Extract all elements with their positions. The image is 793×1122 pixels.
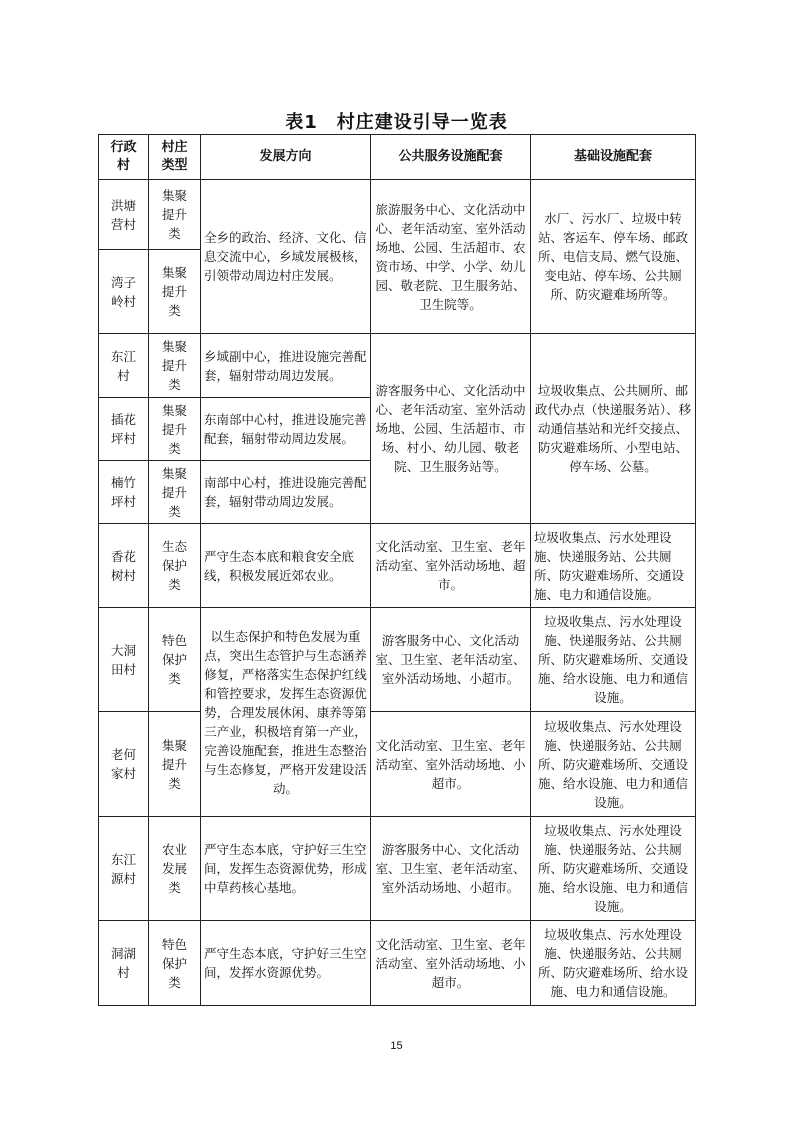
- table-row: [99, 334, 696, 398]
- village-name: 楠竹坪村: [99, 461, 149, 524]
- village-name: 东江村: [99, 334, 149, 398]
- table-row: [99, 921, 696, 1006]
- village-type: 集聚提升类: [149, 250, 201, 334]
- public-service-facilities: 游客服务中心、文化活动室、卫生室、老年活动室、室外活动场地、小超市。: [371, 817, 531, 921]
- development-direction: 南部中心村，推进设施完善配套，辐射带动周边发展。: [201, 461, 371, 524]
- village-type: 特色保护类: [149, 608, 201, 712]
- header-public-services: 公共服务设施配套: [371, 135, 531, 180]
- village-name: 湾子岭村: [99, 250, 149, 334]
- infrastructure-facilities: 垃圾收集点、污水处理设施、快递服务站、公共厕所、防灾避难场所、给水设施、电力和通信设施。: [531, 921, 696, 1006]
- village-type: 特色保护类: [149, 921, 201, 1006]
- table-title: 表1 村庄建设引导一览表: [285, 112, 508, 133]
- infrastructure-facilities: 垃圾收集点、污水处理设施、快递服务站、公共厕所、防灾避难场所、交通设施、电力和通信设施。: [531, 524, 696, 608]
- village-name: 大洞田村: [99, 608, 149, 712]
- development-direction: 全乡的政治、经济、文化、信息交流中心，乡域发展极核，引领带动周边村庄发展。: [201, 180, 371, 334]
- village-type: 集聚提升类: [149, 334, 201, 398]
- table-row: [99, 817, 696, 921]
- development-direction: 严守生态本底和粮食安全底线，积极发展近郊农业。: [201, 524, 371, 608]
- table-row: [99, 712, 696, 817]
- village-type: 集聚提升类: [149, 180, 201, 250]
- public-service-facilities: 文化活动室、卫生室、老年活动室、室外活动场地、超市。: [371, 524, 531, 608]
- table-row: [99, 180, 696, 250]
- village-name: 洪塘营村: [99, 180, 149, 250]
- public-service-facilities: 游客服务中心、文化活动中心、老年活动室、室外活动场地、公园、生活超市、市场、村小、幼儿园、敬老院、卫生服务站等。: [371, 334, 531, 524]
- village-type: 集聚提升类: [149, 398, 201, 461]
- header-infrastructure: 基础设施配套: [531, 135, 696, 180]
- page-number: 15: [390, 1040, 403, 1052]
- infrastructure-facilities: 垃圾收集点、污水处理设施、快递服务站、公共厕所、防灾避难场所、交通设施、给水设施、电力和通信设施。: [531, 712, 696, 817]
- village-name: 洞湖村: [99, 921, 149, 1006]
- infrastructure-facilities: 水厂、污水厂、垃圾中转站、客运车、停车场、邮政所、电信支局、燃气设施、变电站、停车场、公共厕所、防灾避难场所等。: [531, 180, 696, 334]
- village-type: 农业发展类: [149, 817, 201, 921]
- infrastructure-facilities: 垃圾收集点、污水处理设施、快递服务站、公共厕所、防灾避难场所、交通设施、给水设施、电力和通信设施。: [531, 608, 696, 712]
- header-type: 村庄类型: [149, 135, 201, 180]
- development-direction: 东南部中心村，推进设施完善配套，辐射带动周边发展。: [201, 398, 371, 461]
- village-type: 集聚提升类: [149, 461, 201, 524]
- public-service-facilities: 游客服务中心、文化活动室、卫生室、老年活动室、室外活动场地、小超市。: [371, 608, 531, 712]
- development-direction: 严守生态本底，守护好三生空间，发挥水资源优势。: [201, 921, 371, 1006]
- village-type: 生态保护类: [149, 524, 201, 608]
- public-service-facilities: 旅游服务中心、文化活动中心、老年活动室、室外活动场地、公园、生活超市、农资市场、中学、小学、幼儿园、敬老院、卫生服务站、卫生院等。: [371, 180, 531, 334]
- village-name: 香花树村: [99, 524, 149, 608]
- header-direction: 发展方向: [201, 135, 371, 180]
- header-village: 行政村: [99, 135, 149, 180]
- table-row: [99, 608, 696, 712]
- public-service-facilities: 文化活动室、卫生室、老年活动室、室外活动场地、小超市。: [371, 712, 531, 817]
- village-type: 集聚提升类: [149, 712, 201, 817]
- village-name: 插花坪村: [99, 398, 149, 461]
- table-header-row: [99, 135, 696, 180]
- development-direction: 以生态保护和特色发展为重点，突出生态管护与生态涵养修复，严格落实生态保护红线和管控要求，发挥生态资源优势，合理发展休闲、康养等第三产业，积极培育第一产业，完善设施配套，推进生态整治与生态修复，严格开发建设活动。: [201, 608, 371, 817]
- development-direction: 乡域副中心，推进设施完善配套，辐射带动周边发展。: [201, 334, 371, 398]
- infrastructure-facilities: 垃圾收集点、污水处理设施、快递服务站、公共厕所、防灾避难场所、交通设施、给水设施、电力和通信设施。: [531, 817, 696, 921]
- village-name: 老何家村: [99, 712, 149, 817]
- infrastructure-facilities: 垃圾收集点、公共厕所、邮政代办点（快递服务站）、移动通信基站和光纤交接点、防灾避难场所、小型电站、停车场、公墓。: [531, 334, 696, 524]
- village-construction-table: [98, 134, 696, 1006]
- table-row: [99, 524, 696, 608]
- public-service-facilities: 文化活动室、卫生室、老年活动室、室外活动场地、小超市。: [371, 921, 531, 1006]
- development-direction: 严守生态本底，守护好三生空间，发挥生态资源优势，形成中草药核心基地。: [201, 817, 371, 921]
- village-name: 东江源村: [99, 817, 149, 921]
